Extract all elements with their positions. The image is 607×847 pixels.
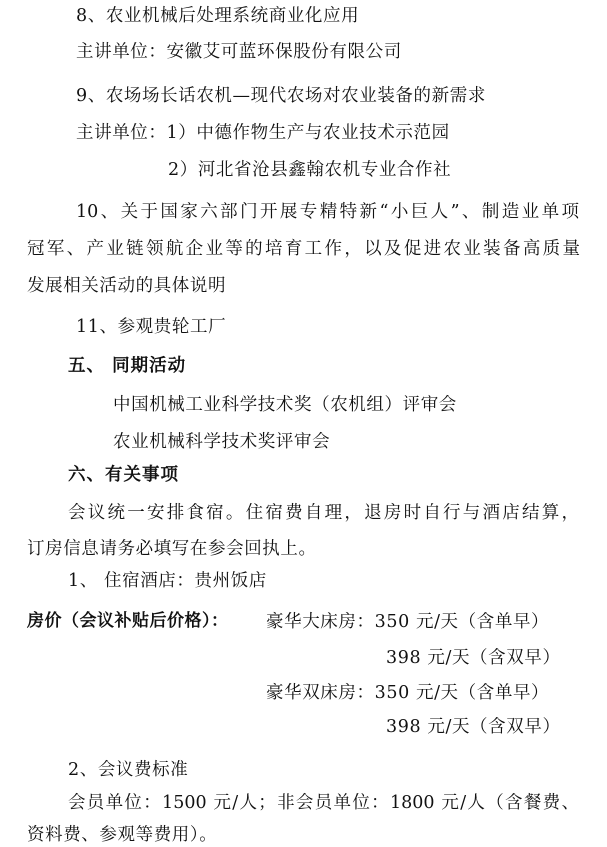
item-10-line-1: 10、关于国家六部门开展专精特新“小巨人”、制造业单项 [76,202,579,222]
item-11-title: 11、参观贵轮工厂 [76,317,227,337]
room-twin-single: 豪华双床房：350 元/天（含单早） [266,683,550,703]
item-9-speaker-2: 2）河北省沧县鑫翰农机专业合作社 [168,160,452,180]
item-8-speaker: 主讲单位：安徽艾可蓝环保股份有限公司 [76,42,402,62]
fee-heading: 2、会议费标准 [68,760,189,780]
activity-item: 中国机械工业科学技术奖（农机组）评审会 [113,395,457,415]
activity-item: 农业机械科学技术奖评审会 [113,432,331,452]
price-label: 房价（会议补贴后价格）： [27,611,229,631]
room-king-double: 398 元/天（含双早） [386,648,561,668]
item-9-speaker-1: 主讲单位：1）中德作物生产与农业技术示范园 [76,123,450,143]
item-10-line-2: 冠军、产业链领航企业等的培育工作，以及促进农业装备高质量 [27,239,580,259]
room-twin-double: 398 元/天（含双早） [386,717,561,737]
section-5-heading: 五、 同期活动 [68,356,187,376]
fee-line-2: 资料费、参观等费用）。 [27,825,218,845]
hotel-line: 1、 住宿酒店：贵州饭店 [68,571,267,591]
section-6-intro-line-1: 会议统一安排食宿。住宿费自理，退房时自行与酒店结算， [68,503,579,523]
room-king-single: 豪华大床房：350 元/天（含单早） [266,612,550,632]
item-10-line-3: 发展相关活动的具体说明 [27,276,227,296]
fee-line-1: 会员单位：1500 元/人；非会员单位：1800 元/人（含餐费、 [68,793,579,813]
item-9-title: 9、农场场长话农机—现代农场对农业装备的新需求 [76,86,486,106]
section-6-heading: 六、有关事项 [68,465,179,485]
section-6-intro-line-2: 订房信息请务必填写在参会回执上。 [27,539,317,559]
item-8-title: 8、农业机械后处理系统商业化应用 [76,6,360,26]
